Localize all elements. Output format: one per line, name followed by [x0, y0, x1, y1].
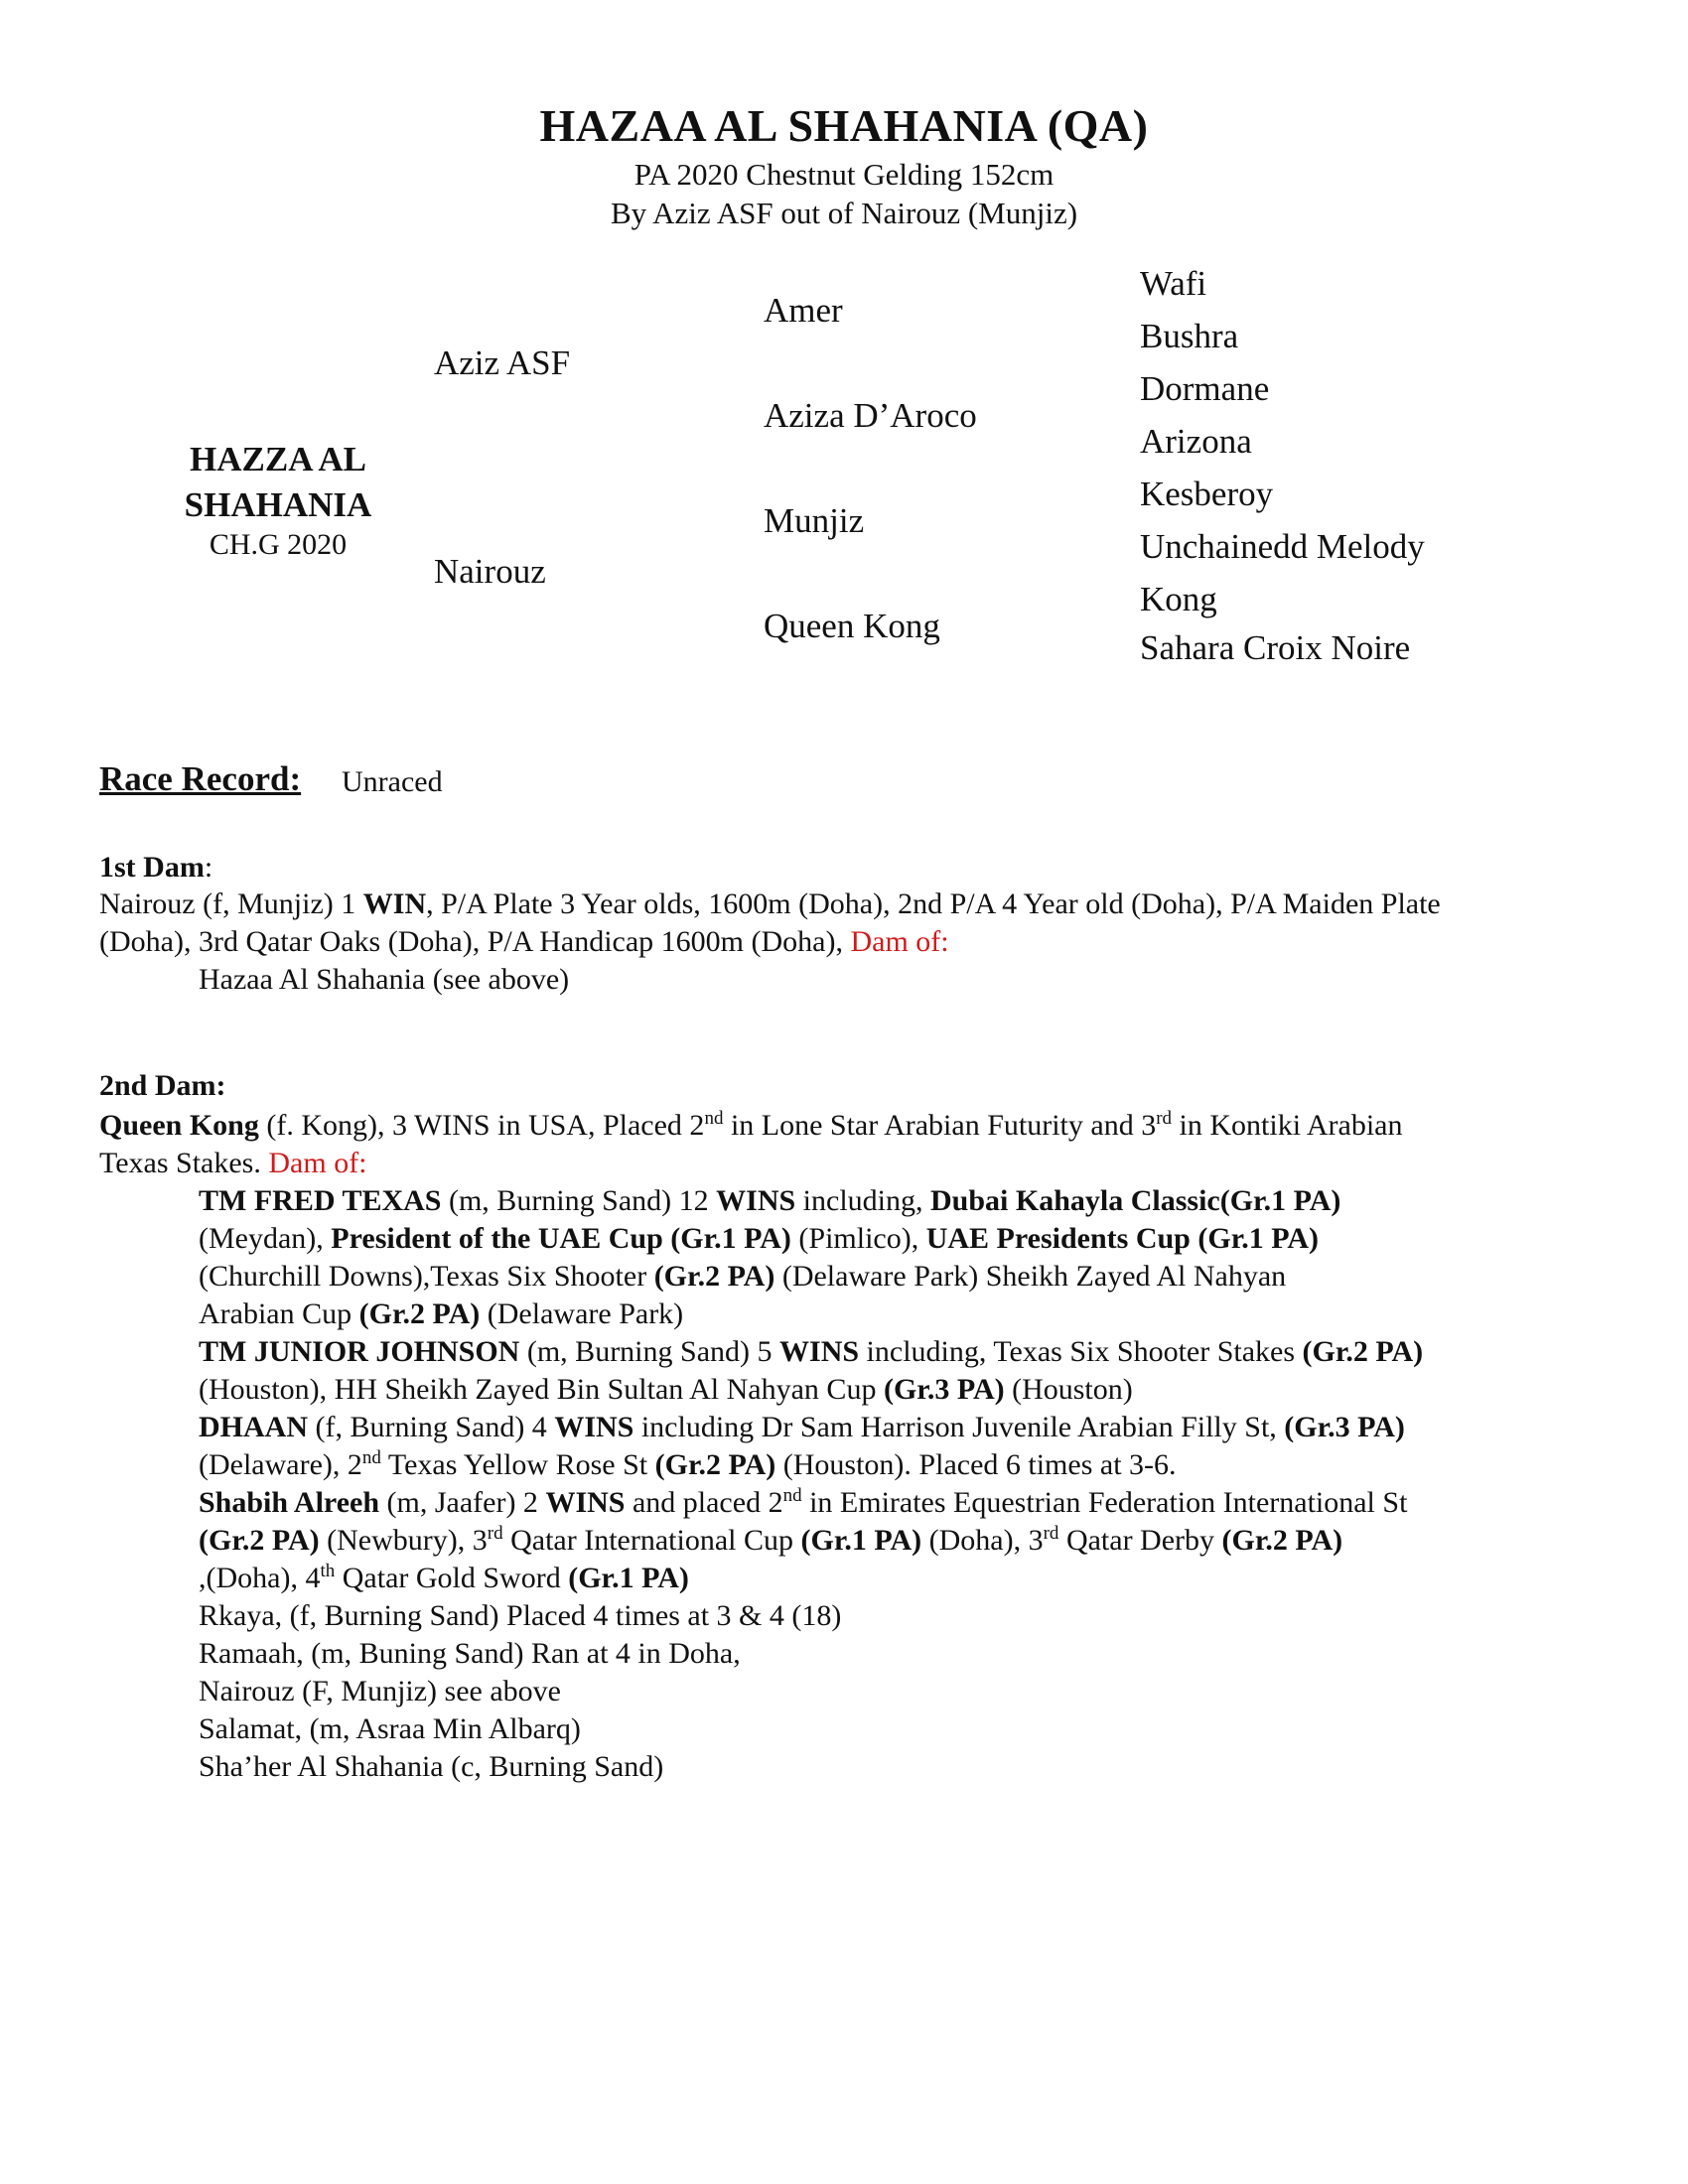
text-run: (Newbury), 3	[319, 1524, 488, 1557]
text-run-bold: WINS	[779, 1335, 860, 1368]
text-run: including,	[795, 1184, 930, 1217]
text-run: Qatar Derby	[1058, 1524, 1222, 1557]
pedigree-horse-name-line1: HAZZA AL	[190, 440, 366, 478]
superscript: rd	[1043, 1523, 1059, 1544]
race-record-value: Unraced	[342, 765, 443, 798]
pedigree-great-grandparent: Sahara Croix Noire	[1140, 628, 1411, 667]
dam-of-label: Dam of:	[850, 925, 949, 958]
text-run: including, Texas Six Shooter Stakes	[859, 1335, 1303, 1368]
superscript: nd	[361, 1447, 381, 1468]
text-run: (m, Jaafer) 2	[379, 1486, 546, 1519]
first-dam-heading	[99, 849, 212, 887]
text-run: including Dr Sam Harrison Juvenile Arabian Filly St,	[633, 1411, 1285, 1443]
superscript: rd	[1156, 1108, 1173, 1129]
text-run-bold: (Gr.2 PA)	[199, 1524, 320, 1557]
first-dam-heading-text: 1st Dam	[99, 851, 205, 884]
text-run-bold: (Gr.1 PA)	[568, 1562, 689, 1594]
text-run: (m, Burning Sand) 5	[519, 1335, 780, 1368]
progeny-line	[199, 1371, 1133, 1409]
text-run: Qatar Gold Sword	[335, 1562, 569, 1594]
race-record-label: Race Record:	[99, 759, 302, 798]
second-dam-heading: 2nd Dam:	[99, 1069, 226, 1102]
text-run: (Houston). Placed 6 times at 3-6.	[775, 1448, 1177, 1481]
pedigree-dam: Nairouz	[434, 552, 546, 591]
horse-breeding: By Aziz ASF out of Nairouz (Munjiz)	[610, 196, 1078, 230]
text-run: (Houston)	[1004, 1373, 1133, 1406]
text-run-bold: Dubai Kahayla Classic(Gr.1 PA)	[930, 1184, 1341, 1217]
superscript: rd	[487, 1523, 503, 1544]
superscript: th	[320, 1561, 336, 1581]
progeny-line: Sha’her Al Shahania (c, Burning Sand)	[199, 1750, 664, 1783]
text-run: (Delaware), 2	[199, 1448, 362, 1481]
first-dam-heading-colon: :	[204, 851, 213, 884]
pedigree-great-grandparent: Kesberoy	[1140, 475, 1274, 513]
progeny-line	[199, 1560, 689, 1597]
pedigree-grandparent: Queen Kong	[764, 607, 940, 645]
first-dam-line	[99, 923, 949, 961]
text-run: (Meydan),	[199, 1222, 332, 1255]
text-run-bold: UAE Presidents Cup (Gr.1 PA)	[925, 1222, 1320, 1255]
pedigree-horse-name	[159, 437, 397, 528]
text-run: (Doha), 3	[921, 1524, 1044, 1557]
text-run: in Lone Star Arabian Futurity and 3	[723, 1109, 1157, 1142]
pedigree-grandparent: Aziza D’Aroco	[764, 396, 977, 435]
text-run: Qatar International Cup	[502, 1524, 801, 1557]
text-run-bold: DHAAN	[199, 1411, 308, 1443]
text-run-bold: (Gr.2 PA)	[358, 1297, 481, 1330]
pedigree-horse-name-line2: SHAHANIA	[184, 485, 372, 524]
pedigree-great-grandparent: Arizona	[1140, 422, 1252, 461]
progeny-line: Rkaya, (f, Burning Sand) Placed 4 times at 3 & 4 (18)	[199, 1599, 842, 1632]
text-run-bold: WIN	[362, 887, 427, 920]
pedigree-great-grandparent: Wafi	[1140, 264, 1207, 303]
progeny-line	[199, 1296, 683, 1333]
text-run: in Kontiki Arabian	[1172, 1109, 1403, 1142]
text-run-bold: (Gr.3 PA)	[883, 1373, 1005, 1406]
text-run: (Churchill Downs),Texas Six Shooter	[199, 1260, 654, 1293]
second-dam-line	[99, 1145, 367, 1182]
text-run-bold: TM JUNIOR JOHNSON	[199, 1335, 520, 1368]
progeny-line: Ramaah, (m, Buning Sand) Ran at 4 in Doha,	[199, 1637, 741, 1670]
pedigree-great-grandparent: Unchainedd Melody	[1140, 527, 1425, 566]
text-run-bold: Queen Kong	[99, 1109, 259, 1142]
progeny-line	[199, 1333, 1423, 1371]
text-run-bold: (Gr.2 PA)	[654, 1448, 776, 1481]
text-run: (Houston), HH Sheikh Zayed Bin Sultan Al Nahyan Cup	[199, 1373, 884, 1406]
progeny-line	[199, 1484, 1407, 1522]
pedigree-horse-desc: CH.G 2020	[209, 528, 348, 561]
pedigree-grandparent: Amer	[764, 291, 843, 330]
text-run: Arabian Cup	[199, 1297, 359, 1330]
text-run: Texas Stakes.	[99, 1147, 269, 1179]
text-run: in Emirates Equestrian Federation International St	[801, 1486, 1408, 1519]
superscript: nd	[704, 1108, 724, 1129]
text-run: (Doha), 3rd Qatar Oaks (Doha), P/A Handicap 1600m (Doha),	[99, 925, 851, 958]
pedigree-great-grandparent: Kong	[1140, 580, 1217, 618]
text-run-bold: TM FRED TEXAS	[199, 1184, 442, 1217]
progeny-line: Nairouz (F, Munjiz) see above	[199, 1675, 561, 1707]
progeny-line	[199, 1182, 1340, 1220]
progeny-line	[199, 1220, 1319, 1258]
text-run: Nairouz (f, Munjiz) 1	[99, 887, 363, 920]
progeny-line	[199, 1522, 1342, 1560]
text-run: ,(Doha), 4	[199, 1562, 321, 1594]
pedigree-sire: Aziz ASF	[434, 343, 571, 382]
first-dam-line	[99, 886, 1441, 923]
page-title: HAZAA AL SHAHANIA (QA)	[539, 100, 1149, 151]
first-dam-progeny: Hazaa Al Shahania (see above)	[199, 963, 570, 996]
text-run-bold: Shabih Alreeh	[199, 1486, 380, 1519]
progeny-line: Salamat, (m, Asraa Min Albarq)	[199, 1712, 581, 1745]
text-run-bold: (Gr.3 PA)	[1284, 1411, 1405, 1443]
second-dam-line	[99, 1107, 1403, 1145]
progeny-line	[199, 1409, 1405, 1446]
dam-of-label: Dam of:	[268, 1147, 367, 1179]
text-run: Texas Yellow Rose St	[380, 1448, 655, 1481]
text-run: (Delaware Park)	[480, 1297, 684, 1330]
text-run-bold: WINS	[716, 1184, 796, 1217]
superscript: nd	[782, 1485, 802, 1506]
text-run: , P/A Plate 3 Year olds, 1600m (Doha), 2nd P/A 4 Year old (Doha), P/A Maiden Plate	[426, 887, 1441, 920]
pedigree-great-grandparent: Bushra	[1140, 317, 1239, 355]
text-run: (f. Kong), 3 WINS in USA, Placed 2	[258, 1109, 705, 1142]
text-run-bold: WINS	[554, 1411, 634, 1443]
progeny-line	[199, 1258, 1286, 1296]
horse-summary: PA 2020 Chestnut Gelding 152cm	[633, 157, 1055, 192]
text-run: (Delaware Park) Sheikh Zayed Al Nahyan	[774, 1260, 1287, 1293]
text-run: (Pimlico),	[790, 1222, 926, 1255]
text-run: (m, Burning Sand) 12	[441, 1184, 717, 1217]
text-run: (f, Burning Sand) 4	[308, 1411, 555, 1443]
text-run-bold: (Gr.2 PA)	[1302, 1335, 1424, 1368]
text-run-bold: WINS	[545, 1486, 626, 1519]
text-run-bold: (Gr.1 PA)	[800, 1524, 922, 1557]
pedigree-grandparent: Munjiz	[764, 501, 865, 540]
text-run-bold: (Gr.2 PA)	[1221, 1524, 1343, 1557]
text-run-bold: President of the UAE Cup (Gr.1 PA)	[331, 1222, 791, 1255]
text-run: and placed 2	[625, 1486, 783, 1519]
pedigree-great-grandparent: Dormane	[1140, 369, 1270, 408]
text-run-bold: (Gr.2 PA)	[653, 1260, 775, 1293]
progeny-line	[199, 1446, 1177, 1484]
